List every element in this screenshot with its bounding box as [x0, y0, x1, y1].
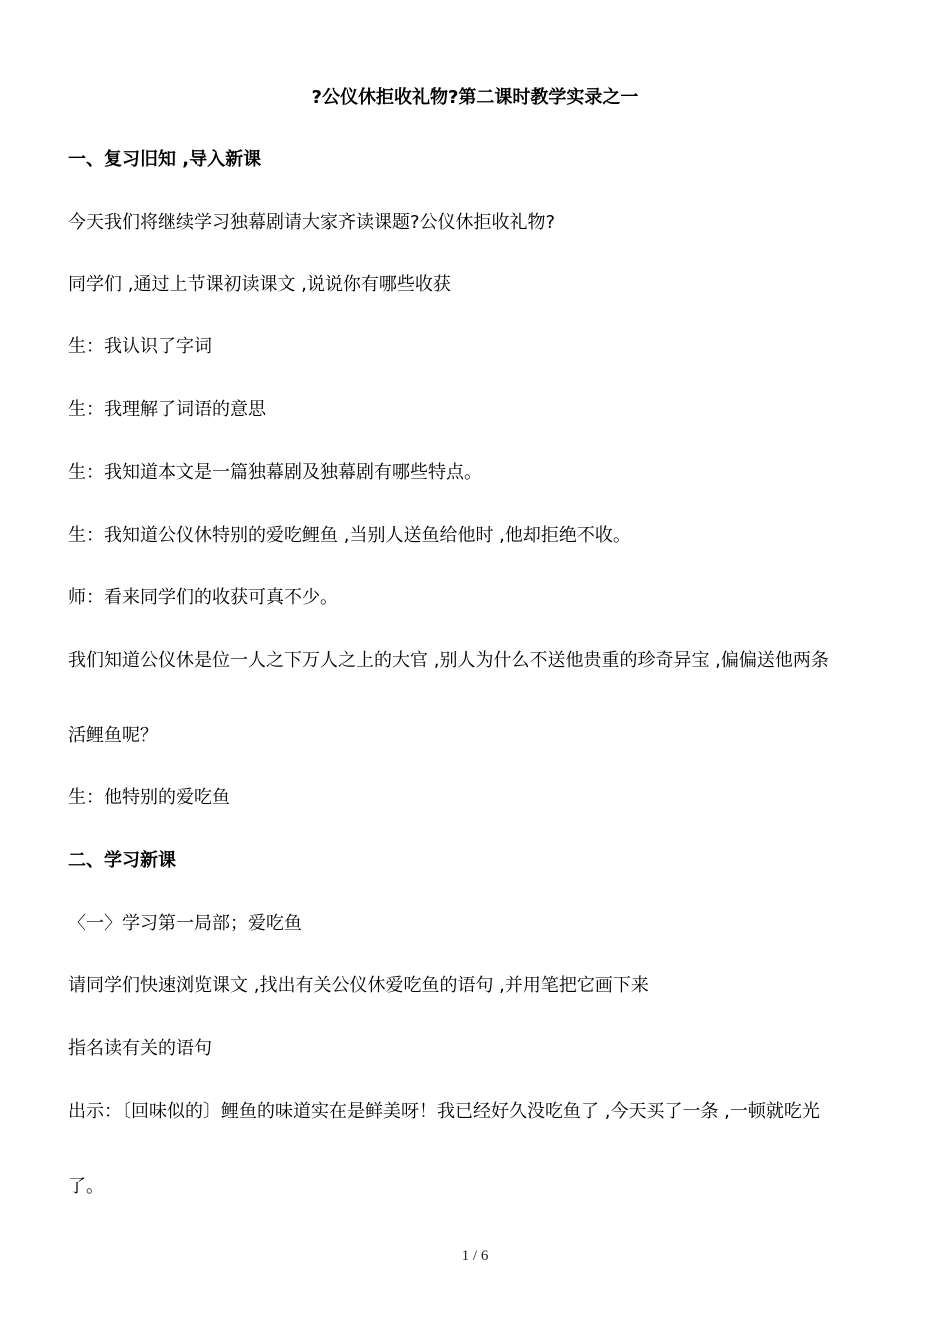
paragraph-line: 〈一〉学习第一局部；爱吃鱼: [68, 913, 302, 934]
paragraph-line: 请同学们快速浏览课文 ,找出有关公仪休爱吃鱼的语句 ,并用笔把它画下来: [68, 975, 649, 996]
section-heading-new-lesson: 二、学习新课: [68, 850, 176, 871]
paragraph-line: 生：我知道本文是一篇独幕剧及独幕剧有哪些特点。: [68, 462, 482, 483]
section-heading-review: 一、复习旧知 ,导入新课: [68, 149, 262, 170]
paragraph-line: 生：我知道公仪休特别的爱吃鲤鱼 ,当别人送鱼给他时 ,他却拒绝不收。: [68, 525, 631, 546]
paragraph-line: 指名读有关的语句: [68, 1038, 212, 1059]
paragraph-line: 今天我们将继续学习独幕剧请大家齐读课题?公仪休拒收礼物?: [68, 212, 556, 233]
paragraph-line: 生：他特别的爱吃鱼: [68, 787, 230, 808]
page-number: 1 / 6: [461, 1248, 489, 1264]
paragraph-line: 师：看来同学们的收获可真不少。: [68, 587, 338, 608]
paragraph-line: 同学们 ,通过上节课初读课文 ,说说你有哪些收获: [68, 274, 451, 295]
paragraph-line: 了。: [68, 1176, 104, 1197]
paragraph-line: 生：我理解了词语的意思: [68, 399, 266, 420]
paragraph-line: 我们知道公仪休是位一人之下万人之上的大官 ,别人为什么不送他贵重的珍奇异宝 ,偏偏送他两条: [68, 650, 829, 671]
paragraph-line: 活鲤鱼呢？: [68, 725, 158, 746]
document-title: ?公仪休拒收礼物?第二课时教学实录之一: [311, 87, 639, 108]
paragraph-line: 出示：〔回味似的〕鲤鱼的味道实在是鲜美呀！我已经好久没吃鱼了 ,今天买了一条 ,一顿就吃光: [68, 1101, 820, 1122]
paragraph-line: 生：我认识了字词: [68, 336, 212, 357]
